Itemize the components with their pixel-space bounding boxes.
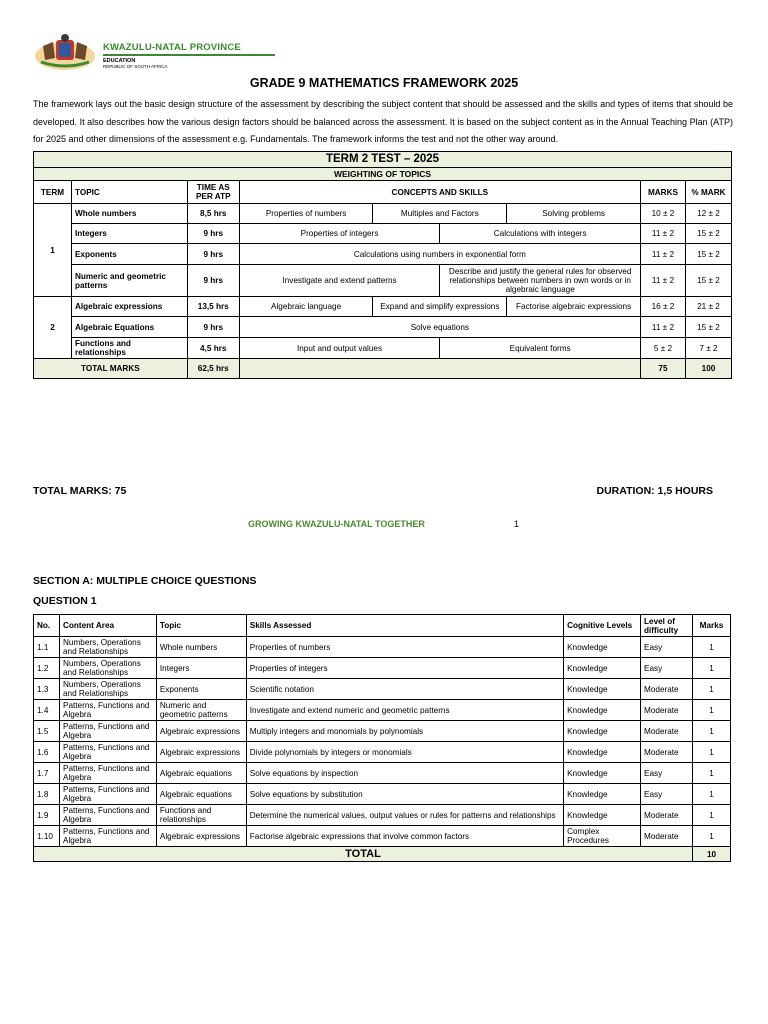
difficulty-cell: Moderate xyxy=(641,805,693,826)
difficulty-cell: Moderate xyxy=(641,679,693,700)
marks-cell: 5 ± 2 xyxy=(640,338,685,359)
skill-cell: Determine the numerical values, output values or rules for patterns and relationships xyxy=(246,805,563,826)
time-cell: 4,5 hrs xyxy=(187,338,239,359)
table-row xyxy=(34,826,731,847)
marks-cell: 1 xyxy=(692,658,730,679)
concept-cell: Solve equations xyxy=(239,317,640,338)
header-term: TERM xyxy=(34,181,72,204)
marks-cell: 1 xyxy=(692,763,730,784)
weighting-subtitle: WEIGHTING OF TOPICS xyxy=(34,168,732,181)
difficulty-cell: Easy xyxy=(641,763,693,784)
skill-cell: Multiply integers and monomials by polynomials xyxy=(246,721,563,742)
topic-cell: Algebraic expressions xyxy=(156,742,246,763)
total-marks: 10 xyxy=(692,847,730,862)
concept-cell: Calculations with integers xyxy=(440,224,641,244)
question-number-cell: 1.2 xyxy=(34,658,60,679)
time-cell: 9 hrs xyxy=(187,317,239,338)
skill-cell: Investigate and extend numeric and geometric patterns xyxy=(246,700,563,721)
concept-cell: Input and output values xyxy=(239,338,440,359)
skill-cell: Properties of integers xyxy=(246,658,563,679)
marks-cell: 11 ± 2 xyxy=(640,224,685,244)
cognitive-level-cell: Knowledge xyxy=(564,637,641,658)
header-pct: % MARK xyxy=(685,181,731,204)
cognitive-level-cell: Knowledge xyxy=(564,742,641,763)
header-difficulty: Level of difficulty xyxy=(641,615,693,637)
marks-cell: 1 xyxy=(692,637,730,658)
difficulty-cell: Easy xyxy=(641,658,693,679)
topic-cell: Algebraic expressions xyxy=(156,721,246,742)
total-marks-value: 75 xyxy=(640,359,685,379)
question-number-cell: 1.10 xyxy=(34,826,60,847)
cognitive-level-cell: Knowledge xyxy=(564,658,641,679)
concept-cell: Expand and simplify expressions xyxy=(373,297,507,317)
concept-cell: Multiples and Factors xyxy=(373,204,507,224)
total-pct-value: 100 xyxy=(685,359,731,379)
content-area-cell: Patterns, Functions and Algebra xyxy=(59,826,156,847)
difficulty-cell: Moderate xyxy=(641,742,693,763)
page-number: 1 xyxy=(514,519,520,529)
total-empty-cell xyxy=(239,359,640,379)
header-content-area: Content Area xyxy=(59,615,156,637)
concept-cell: Algebraic language xyxy=(239,297,373,317)
skill-cell: Scientific notation xyxy=(246,679,563,700)
difficulty-cell: Moderate xyxy=(641,721,693,742)
cognitive-level-cell: Complex Procedures xyxy=(564,826,641,847)
topic-cell: Numeric and geometric patterns xyxy=(156,700,246,721)
table-row xyxy=(34,805,731,826)
topic-cell: Algebraic equations xyxy=(156,784,246,805)
concept-cell: Properties of integers xyxy=(239,224,440,244)
table-row xyxy=(34,721,731,742)
table-row xyxy=(34,784,731,805)
topic-cell: Exponents xyxy=(71,244,187,265)
question-number-cell: 1.5 xyxy=(34,721,60,742)
marks-cell: 1 xyxy=(692,721,730,742)
concept-cell: Solving problems xyxy=(507,204,641,224)
document-title: GRADE 9 MATHEMATICS FRAMEWORK 2025 xyxy=(249,76,519,90)
slogan: GROWING KWAZULU-NATAL TOGETHER xyxy=(248,519,425,529)
marks-cell: 11 ± 2 xyxy=(640,244,685,265)
skill-cell: Divide polynomials by integers or monomials xyxy=(246,742,563,763)
pct-cell: 7 ± 2 xyxy=(685,338,731,359)
content-area-cell: Patterns, Functions and Algebra xyxy=(59,784,156,805)
question-1-heading: QUESTION 1 xyxy=(33,595,97,607)
cognitive-level-cell: Knowledge xyxy=(564,763,641,784)
table-row xyxy=(34,763,731,784)
cognitive-level-cell: Knowledge xyxy=(564,721,641,742)
content-area-cell: Numbers, Operations and Relationships xyxy=(59,658,156,679)
question-number-cell: 1.8 xyxy=(34,784,60,805)
time-cell: 8,5 hrs xyxy=(187,204,239,224)
topic-cell: Whole numbers xyxy=(71,204,187,224)
republic-name: REPUBLIC OF SOUTH AFRICA xyxy=(103,64,168,69)
header-topic: TOPIC xyxy=(71,181,187,204)
table-row xyxy=(34,679,731,700)
table-row xyxy=(34,700,731,721)
content-area-cell: Numbers, Operations and Relationships xyxy=(59,679,156,700)
pct-cell: 21 ± 2 xyxy=(685,297,731,317)
weighting-table xyxy=(33,151,732,379)
total-time: 62,5 hrs xyxy=(187,359,239,379)
concept-cell: Describe and justify the general rules for observed relationships between numbers in own words or in algebraic language xyxy=(440,265,641,297)
coat-of-arms-icon xyxy=(33,32,97,72)
skill-cell: Solve equations by inspection xyxy=(246,763,563,784)
topic-cell: Integers xyxy=(71,224,187,244)
topic-cell: Algebraic equations xyxy=(156,763,246,784)
intro-paragraph: The framework lays out the basic design structure of the assessment by describing the subject content that should be assessed and the skills and types of items that should be developed. It also describes how the various design factors should be balanced across the assessment. It is based on the subject content as in the Annual Teaching Plan (ATP) for 2025 and other dimensions of the assessment e.g. Fundamentals. The framework informs the test and not the other way around. xyxy=(33,99,733,144)
marks-cell: 1 xyxy=(692,826,730,847)
pct-cell: 15 ± 2 xyxy=(685,317,731,338)
difficulty-cell: Easy xyxy=(641,637,693,658)
difficulty-cell: Moderate xyxy=(641,826,693,847)
header-no: No. xyxy=(34,615,60,637)
question-number-cell: 1.3 xyxy=(34,679,60,700)
concept-cell: Properties of numbers xyxy=(239,204,373,224)
total-marks-footer: TOTAL MARKS: 75 xyxy=(33,485,127,497)
header-topic: Topic xyxy=(156,615,246,637)
marks-cell: 10 ± 2 xyxy=(640,204,685,224)
header-concepts: CONCEPTS AND SKILLS xyxy=(239,181,640,204)
pct-cell: 15 ± 2 xyxy=(685,244,731,265)
pct-cell: 12 ± 2 xyxy=(685,204,731,224)
province-name: KWAZULU-NATAL PROVINCE xyxy=(103,42,241,53)
marks-cell: 1 xyxy=(692,742,730,763)
marks-cell: 11 ± 2 xyxy=(640,265,685,297)
concept-cell: Investigate and extend patterns xyxy=(239,265,440,297)
content-area-cell: Numbers, Operations and Relationships xyxy=(59,637,156,658)
question-number-cell: 1.7 xyxy=(34,763,60,784)
marks-cell: 1 xyxy=(692,679,730,700)
header-marks: Marks xyxy=(692,615,730,637)
difficulty-cell: Easy xyxy=(641,784,693,805)
time-cell: 9 hrs xyxy=(187,265,239,297)
topic-cell: Integers xyxy=(156,658,246,679)
marks-cell: 1 xyxy=(692,805,730,826)
skill-cell: Properties of numbers xyxy=(246,637,563,658)
total-label: TOTAL xyxy=(34,847,693,862)
marks-cell: 1 xyxy=(692,700,730,721)
topic-cell: Functions and relationships xyxy=(156,805,246,826)
concept-cell: Factorise algebraic expressions xyxy=(507,297,641,317)
cognitive-level-cell: Knowledge xyxy=(564,700,641,721)
question-number-cell: 1.9 xyxy=(34,805,60,826)
content-area-cell: Patterns, Functions and Algebra xyxy=(59,742,156,763)
concept-cell: Equivalent forms xyxy=(440,338,641,359)
concept-cell: Calculations using numbers in exponential form xyxy=(239,244,640,265)
department-name: EDUCATION xyxy=(103,58,136,64)
table-row xyxy=(34,637,731,658)
cognitive-level-cell: Knowledge xyxy=(564,784,641,805)
topic-cell: Exponents xyxy=(156,679,246,700)
topic-cell: Whole numbers xyxy=(156,637,246,658)
table-row xyxy=(34,742,731,763)
topic-cell: Algebraic expressions xyxy=(71,297,187,317)
topic-cell: Algebraic expressions xyxy=(156,826,246,847)
term-test-title: TERM 2 TEST – 2025 xyxy=(34,152,732,168)
marks-cell: 11 ± 2 xyxy=(640,317,685,338)
time-cell: 9 hrs xyxy=(187,224,239,244)
cognitive-level-cell: Knowledge xyxy=(564,805,641,826)
topic-cell: Numeric and geometric patterns xyxy=(71,265,187,297)
pct-cell: 15 ± 2 xyxy=(685,265,731,297)
topic-cell: Algebraic Equations xyxy=(71,317,187,338)
duration-footer: DURATION: 1,5 HOURS xyxy=(596,485,713,497)
term-1-cell: 1 xyxy=(34,204,72,297)
topic-cell: Functions and relationships xyxy=(71,338,187,359)
table-row xyxy=(34,658,731,679)
time-cell: 13,5 hrs xyxy=(187,297,239,317)
content-area-cell: Patterns, Functions and Algebra xyxy=(59,721,156,742)
header-marks: MARKS xyxy=(640,181,685,204)
question-number-cell: 1.4 xyxy=(34,700,60,721)
total-marks-label: TOTAL MARKS xyxy=(34,359,188,379)
provincial-logo xyxy=(33,32,293,72)
difficulty-cell: Moderate xyxy=(641,700,693,721)
logo-divider xyxy=(103,54,275,56)
pct-cell: 15 ± 2 xyxy=(685,224,731,244)
marks-cell: 1 xyxy=(692,784,730,805)
section-a-heading: SECTION A: MULTIPLE CHOICE QUESTIONS xyxy=(33,575,257,587)
header-cognitive: Cognitive Levels xyxy=(564,615,641,637)
skill-cell: Factorise algebraic expressions that involve common factors xyxy=(246,826,563,847)
header-skills: Skills Assessed xyxy=(246,615,563,637)
skill-cell: Solve equations by substitution xyxy=(246,784,563,805)
content-area-cell: Patterns, Functions and Algebra xyxy=(59,763,156,784)
header-time: TIME AS PER ATP xyxy=(187,181,239,204)
cognitive-level-cell: Knowledge xyxy=(564,679,641,700)
content-area-cell: Patterns, Functions and Algebra xyxy=(59,700,156,721)
question-number-cell: 1.6 xyxy=(34,742,60,763)
question-table xyxy=(33,614,731,862)
time-cell: 9 hrs xyxy=(187,244,239,265)
marks-cell: 16 ± 2 xyxy=(640,297,685,317)
term-2-cell: 2 xyxy=(34,297,72,359)
question-number-cell: 1.1 xyxy=(34,637,60,658)
content-area-cell: Patterns, Functions and Algebra xyxy=(59,805,156,826)
